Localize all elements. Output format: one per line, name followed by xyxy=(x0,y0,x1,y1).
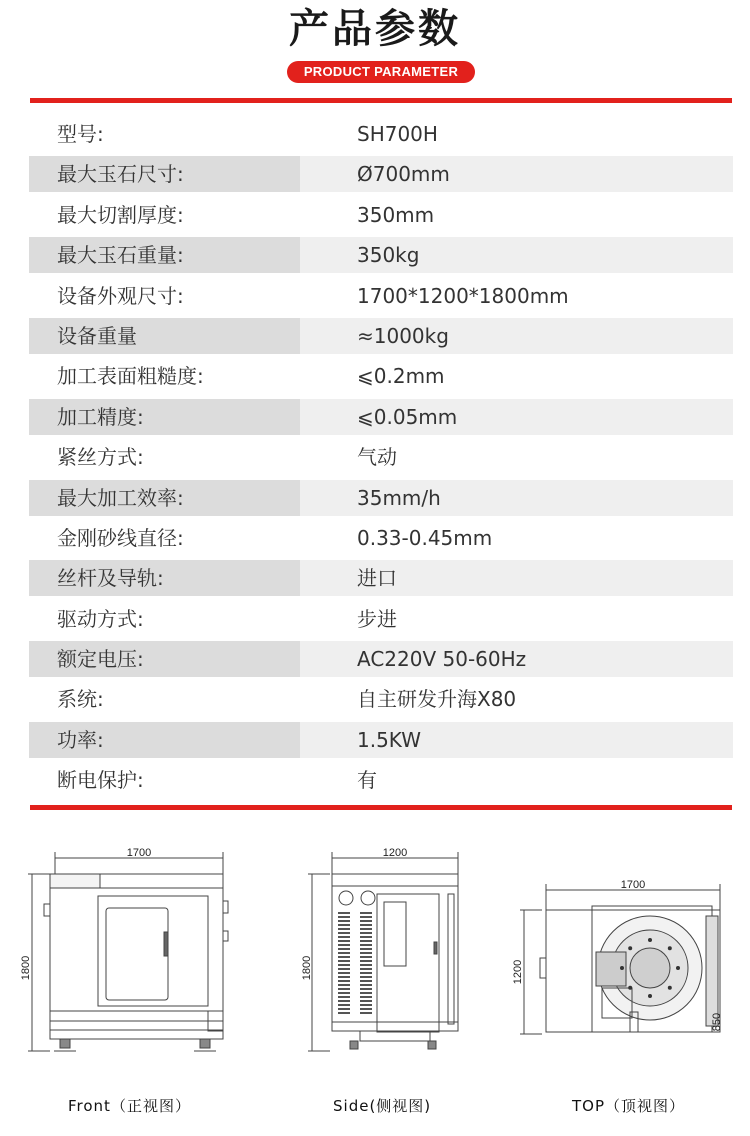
vent-slot xyxy=(360,968,372,970)
vent-slot xyxy=(360,920,372,922)
vent-slot xyxy=(360,940,372,942)
table-hole xyxy=(628,986,632,990)
vent-slot xyxy=(338,1000,350,1002)
spec-label: 紧丝方式: xyxy=(57,445,144,470)
spec-value: ⩽0.05mm xyxy=(300,399,733,435)
vent-slot xyxy=(338,928,350,930)
spec-row xyxy=(29,681,733,721)
subtitle-badge: PRODUCT PARAMETER xyxy=(287,61,475,83)
vent-slot xyxy=(360,996,372,998)
vent-slot xyxy=(338,980,350,982)
top-view-caption: TOP（顶视图） xyxy=(572,1097,686,1115)
table-hole xyxy=(676,966,680,970)
vent-slot xyxy=(360,924,372,926)
table-hole xyxy=(620,966,624,970)
spec-row xyxy=(29,278,733,318)
top-height-dim: 1200 xyxy=(512,959,524,985)
vent-slot xyxy=(338,996,350,998)
top-view-drawing xyxy=(510,876,738,1056)
vent-slot xyxy=(338,936,350,938)
vent-slot xyxy=(338,1004,350,1006)
spec-label: 最大玉石尺寸: xyxy=(29,156,300,192)
front-height-dim: 1800 xyxy=(20,955,32,981)
spec-value: 1700*1200*1800mm xyxy=(357,283,569,308)
spec-row xyxy=(29,237,733,277)
spec-label: 驱动方式: xyxy=(57,606,144,631)
vent-slot xyxy=(360,964,372,966)
vent-slot xyxy=(360,944,372,946)
vent-slot xyxy=(360,932,372,934)
vent-slot xyxy=(338,956,350,958)
vent-slot xyxy=(338,988,350,990)
spec-row xyxy=(29,480,733,520)
spec-label: 功率: xyxy=(29,722,300,758)
vent-slot xyxy=(338,916,350,918)
side-width-dim: 1200 xyxy=(382,847,408,859)
spec-row xyxy=(29,156,733,196)
spec-label: 金刚砂线直径: xyxy=(57,525,184,550)
spec-row xyxy=(29,520,733,560)
vent-slot xyxy=(360,912,372,914)
spec-row xyxy=(29,722,733,762)
vent-slot xyxy=(360,1000,372,1002)
spec-value: 自主研发升海X80 xyxy=(357,687,517,712)
vent-slot xyxy=(360,980,372,982)
table-hole xyxy=(628,946,632,950)
spec-row xyxy=(29,641,733,681)
vent-slot xyxy=(360,952,372,954)
top-width-dim: 1700 xyxy=(620,879,646,891)
spec-table xyxy=(29,116,733,803)
vent-slot xyxy=(360,984,372,986)
vent-slot xyxy=(338,924,350,926)
vent-slot xyxy=(338,964,350,966)
table-hole xyxy=(668,946,672,950)
vent-slot xyxy=(360,1012,372,1014)
vent-slot xyxy=(360,992,372,994)
spec-label: 型号: xyxy=(57,122,104,146)
spec-label: 最大加工效率: xyxy=(29,480,300,516)
vent-slot xyxy=(338,912,350,914)
spec-value: 气动 xyxy=(357,445,397,470)
vent-slot xyxy=(338,948,350,950)
bottom-divider xyxy=(30,805,732,810)
vent-slot xyxy=(338,972,350,974)
side-view-caption: Side(侧视图) xyxy=(333,1097,432,1115)
vent-slot xyxy=(338,952,350,954)
spec-value: 0.33-0.45mm xyxy=(357,525,493,550)
top-divider xyxy=(30,98,732,103)
spec-label: 加工精度: xyxy=(29,399,300,435)
spec-row xyxy=(29,318,733,358)
spec-value: ⩽0.2mm xyxy=(357,364,445,389)
vent-slot xyxy=(360,960,372,962)
spec-value: 35mm/h xyxy=(300,480,733,516)
spec-value: AC220V 50-60Hz xyxy=(300,641,733,677)
spec-label: 断电保护: xyxy=(57,768,144,793)
spec-label: 设备重量 xyxy=(29,318,300,354)
vent-slot xyxy=(338,968,350,970)
front-view-caption: Front（正视图） xyxy=(68,1097,191,1115)
vent-slot xyxy=(360,1008,372,1010)
vent-slot xyxy=(338,960,350,962)
table-hole xyxy=(648,994,652,998)
vent-slot xyxy=(338,932,350,934)
spec-value: Ø700mm xyxy=(300,156,733,192)
side-height-dim: 1800 xyxy=(301,955,313,981)
vent-slot xyxy=(360,948,372,950)
spec-value: 进口 xyxy=(300,560,733,596)
spec-row xyxy=(29,560,733,600)
spec-value: 有 xyxy=(357,768,377,793)
spec-label: 系统: xyxy=(57,687,104,712)
spec-value: 1.5KW xyxy=(300,722,733,758)
spec-value: ≈1000kg xyxy=(300,318,733,354)
spec-row xyxy=(29,601,733,641)
vent-slot xyxy=(338,1008,350,1010)
table-hole xyxy=(648,938,652,942)
vent-slot xyxy=(360,956,372,958)
spec-label: 丝杆及导轨: xyxy=(29,560,300,596)
vent-slot xyxy=(360,936,372,938)
spec-row xyxy=(29,439,733,479)
spec-row xyxy=(29,399,733,439)
front-view-drawing xyxy=(18,846,238,1066)
vent-slot xyxy=(360,928,372,930)
vent-slot xyxy=(338,1012,350,1014)
vent-slot xyxy=(360,972,372,974)
spec-value: 350mm xyxy=(357,202,435,227)
vent-slot xyxy=(338,984,350,986)
side-view-drawing xyxy=(300,846,470,1066)
spec-label: 最大切割厚度: xyxy=(57,202,184,227)
vent-slot xyxy=(360,976,372,978)
spec-row xyxy=(29,197,733,237)
spec-label: 额定电压: xyxy=(29,641,300,677)
vent-slot xyxy=(338,976,350,978)
vent-slot xyxy=(338,920,350,922)
page-title: 产品参数 xyxy=(289,6,461,52)
spec-row xyxy=(29,358,733,398)
spec-value: 步进 xyxy=(357,606,397,631)
vent-slot xyxy=(338,940,350,942)
vent-slot xyxy=(360,916,372,918)
spec-row xyxy=(29,762,733,802)
spec-value: SH700H xyxy=(357,122,438,146)
spec-label: 设备外观尺寸: xyxy=(57,283,184,308)
vent-slot xyxy=(338,944,350,946)
spec-label: 最大玉石重量: xyxy=(29,237,300,273)
spec-row xyxy=(29,116,733,156)
vent-slot xyxy=(360,1004,372,1006)
spec-value: 350kg xyxy=(300,237,733,273)
vent-slot xyxy=(338,992,350,994)
spec-label: 加工表面粗糙度: xyxy=(57,364,204,389)
front-width-dim: 1700 xyxy=(126,847,152,859)
vent-slot xyxy=(360,988,372,990)
top-depth-dim: 850 xyxy=(711,1012,723,1032)
table-hole xyxy=(668,986,672,990)
